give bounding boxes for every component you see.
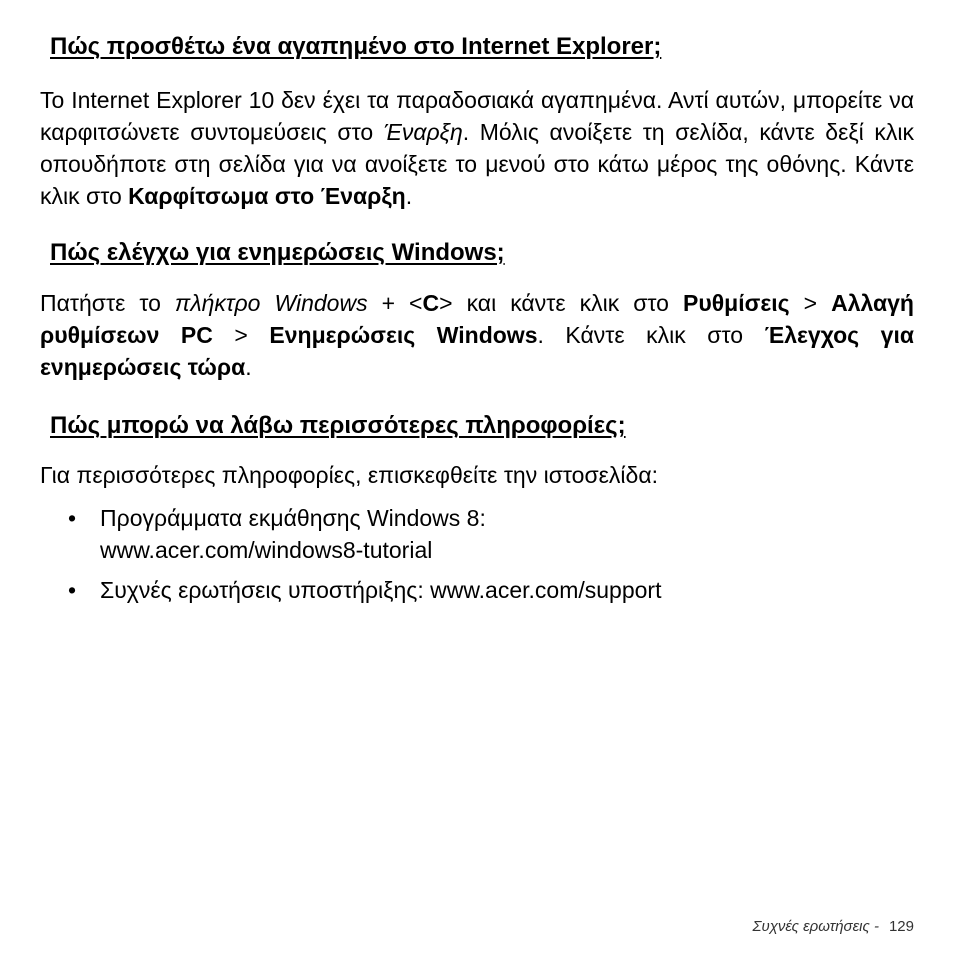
paragraph-more-info xyxy=(40,459,914,491)
text-run: + < xyxy=(367,290,423,316)
text-run: . Κάντε κλικ στο xyxy=(537,322,765,348)
italic-run: Έναρξη xyxy=(383,119,463,145)
info-bullet-list xyxy=(40,502,914,614)
text-run: Το Internet Explorer 10 δεν έχει τα παραδοσιακά αγαπημένα. Αντί αυτών, μπορείτε να καρφιτσώνετε συντομεύσεις στο xyxy=(40,87,914,145)
text-run: . xyxy=(405,183,413,209)
section-heading-more-info: Πώς μπορώ να λάβω περισσότερες πληροφορίες; xyxy=(50,412,626,439)
paragraph-updates xyxy=(40,287,914,383)
bold-run: Ρυθμίσεις xyxy=(682,290,790,316)
tutorial-link[interactable]: www.acer.com/windows8-tutorial xyxy=(100,537,433,563)
section-heading-favorites: Πώς προσθέτω ένα αγαπημένο στο Internet Explorer; xyxy=(50,33,662,60)
bold-run: Καρφίτσωμα στο Έναρξη xyxy=(128,183,406,209)
page-number: 129 xyxy=(888,918,914,935)
bold-run: Ενημερώσεις Windows xyxy=(269,322,538,348)
bullet-text: Προγράμματα εκμάθησης Windows 8: xyxy=(100,505,486,531)
footer-label: Συχνές ερωτήσεις - xyxy=(752,918,879,935)
text-run: . xyxy=(245,354,252,380)
text-run: Για περισσότερες πληροφορίες, επισκεφθείτε την ιστοσελίδα: xyxy=(40,462,659,488)
list-item xyxy=(40,574,914,606)
paragraph-favorites xyxy=(40,84,914,212)
text-run: > xyxy=(212,322,270,348)
text-run: Πατήστε το xyxy=(40,290,175,316)
section-heading-updates: Πώς ελέγχω για ενημερώσεις Windows; xyxy=(50,239,505,266)
bold-run: Έλεγχος για ενημερώσεις τώρα xyxy=(40,322,914,380)
bold-run: C xyxy=(422,290,440,316)
bold-run: Αλλαγή ρυθμίσεων PC xyxy=(40,290,914,348)
bullet-icon: • xyxy=(68,577,77,603)
bullet-icon: • xyxy=(68,505,77,531)
page-footer xyxy=(752,918,914,936)
bullet-text: Συχνές ερωτήσεις υποστήριξης: www.acer.com/support xyxy=(100,577,662,603)
text-run: > και κάντε κλικ στο xyxy=(439,290,683,316)
text-run: > xyxy=(789,290,832,316)
italic-run: πλήκτρο Windows xyxy=(174,290,368,316)
list-item xyxy=(40,502,914,566)
text-run: . Μόλις ανοίξετε τη σελίδα, κάντε δεξί κλικ οπουδήποτε στη σελίδα για να ανοίξετε το μενού στο κάτω μέρος της οθόνης. Κάντε κλικ στο xyxy=(40,119,914,209)
